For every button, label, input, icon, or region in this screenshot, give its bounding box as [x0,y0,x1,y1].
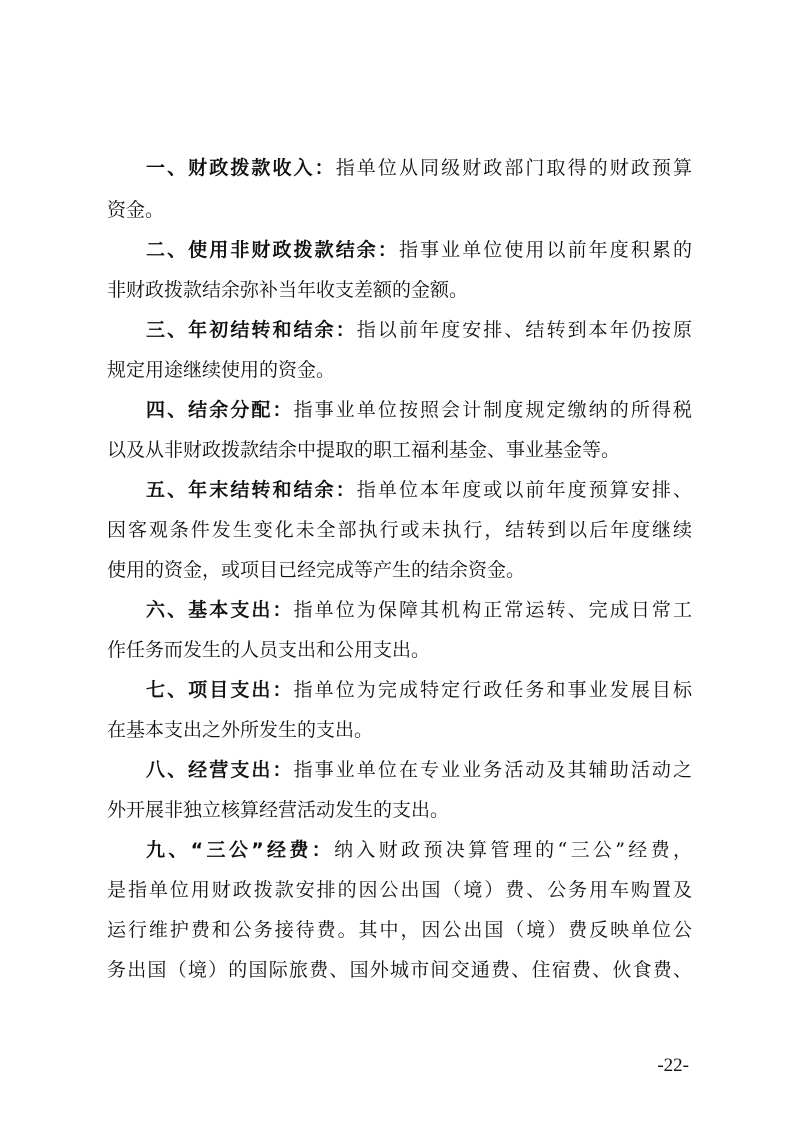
item-8-term: 八、经营支出： [146,759,294,781]
item-9-line-2: 是指单位用财政拨款安排的因公出国（境）费、公务用车购置及 [107,879,692,901]
item-4-line-2: 以及从非财政拨款结余中提取的职工福利基金、事业基金等。 [107,439,621,461]
item-5-line-2: 因客观条件发生变化未全部执行或未执行，结转到以后年度继续 [107,519,692,541]
item-1-term: 一、财政拨款收入： [146,157,336,179]
item-9-line-4: 务出国（境）的国际旅费、国外城市间交通费、住宿费、伙食费、 [107,959,692,981]
item-1-line-2: 资金。 [107,199,165,221]
item-7-line-2: 在基本支出之外所发生的支出。 [107,719,374,741]
item-7-definition-start: 指单位为完成特定行政任务和事业发展目标 [293,679,692,701]
item-3-line-1 [146,310,692,350]
item-7-line-1 [146,670,692,710]
item-7-term: 七、项目支出： [146,679,294,701]
item-9-line-1 [146,830,692,870]
item-4-term: 四、结余分配： [146,399,294,421]
item-3-term: 三、年初结转和结余： [146,319,357,341]
item-2-term: 二、使用非财政拨款结余： [146,239,399,261]
item-8-line-2: 外开展非独立核算经营活动发生的支出。 [107,799,450,821]
item-4-definition-start: 指事业单位按照会计制度规定缴纳的所得税 [293,399,692,421]
item-5-term: 五、年末结转和结余： [146,479,357,501]
item-8-definition-start: 指事业单位在专业业务活动及其辅助活动之 [293,759,692,781]
item-2-definition-start: 指事业单位使用以前年度积累的 [398,239,692,261]
item-2-line-1 [146,230,692,270]
item-1-line-1 [146,148,692,188]
item-2-line-2: 非财政拨款结余弥补当年收支差额的金额。 [107,279,469,301]
item-9-term: 九、“三公”经费： [146,839,335,861]
page-number: -22- [657,1055,689,1076]
item-4-line-1 [146,390,692,430]
item-6-line-1 [146,590,692,630]
item-5-definition-start: 指单位本年度或以前年度预算安排、 [356,479,692,501]
item-8-line-1 [146,750,692,790]
item-3-definition-start: 指以前年度安排、结转到本年仍按原 [356,319,692,341]
item-5-line-1 [146,470,692,510]
item-3-line-2: 规定用途继续使用的资金。 [107,359,336,381]
item-6-definition-start: 指单位为保障其机构正常运转、完成日常工 [293,599,692,621]
item-1-definition-start: 指单位从同级财政部门取得的财政预算 [335,157,692,179]
item-9-line-3: 运行维护费和公务接待费。其中，因公出国（境）费反映单位公 [107,919,692,941]
item-5-line-3: 使用的资金，或项目已经完成等产生的结余资金。 [107,559,526,581]
item-6-term: 六、基本支出： [146,599,294,621]
item-6-line-2: 作任务而发生的人员支出和公用支出。 [107,639,431,661]
item-9-definition-start: 纳入财政预决算管理的“三公”经费， [334,839,692,861]
